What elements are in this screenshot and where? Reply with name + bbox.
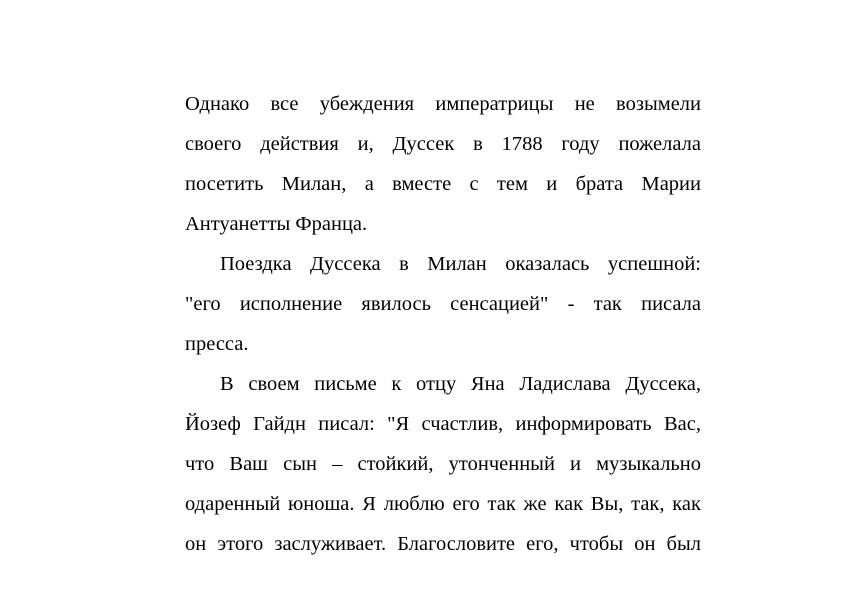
text-line: посетить Милан, а вместе с тем и брата Марии [185, 173, 701, 195]
text-line: Поездка Дуссека в Милан оказалась успешной: [220, 253, 701, 275]
document-body [185, 84, 701, 564]
text-line: Однако все убеждения императрицы не возымели [185, 93, 701, 115]
text-line: что Ваш сын – стойкий, утонченный и музыкально [185, 453, 701, 475]
text-line: своего действия и, Дуссек в 1788 году пожелала [185, 133, 701, 155]
text-line: Йозеф Гайдн писал: "Я счастлив, информировать Вас, [185, 413, 701, 435]
text-line: пресса. [185, 333, 249, 355]
text-line: "его исполнение явилось сенсацией" - так писала [185, 293, 701, 315]
text-line: одаренный юноша. Я люблю его так же как Вы, так, как [185, 493, 701, 515]
text-line: Антуанетты Франца. [185, 213, 368, 235]
text-line: он этого заслуживает. Благословите его, чтобы он был [185, 533, 701, 555]
text-line: В своем письме к отцу Яна Ладислава Дуссека, [220, 373, 701, 395]
